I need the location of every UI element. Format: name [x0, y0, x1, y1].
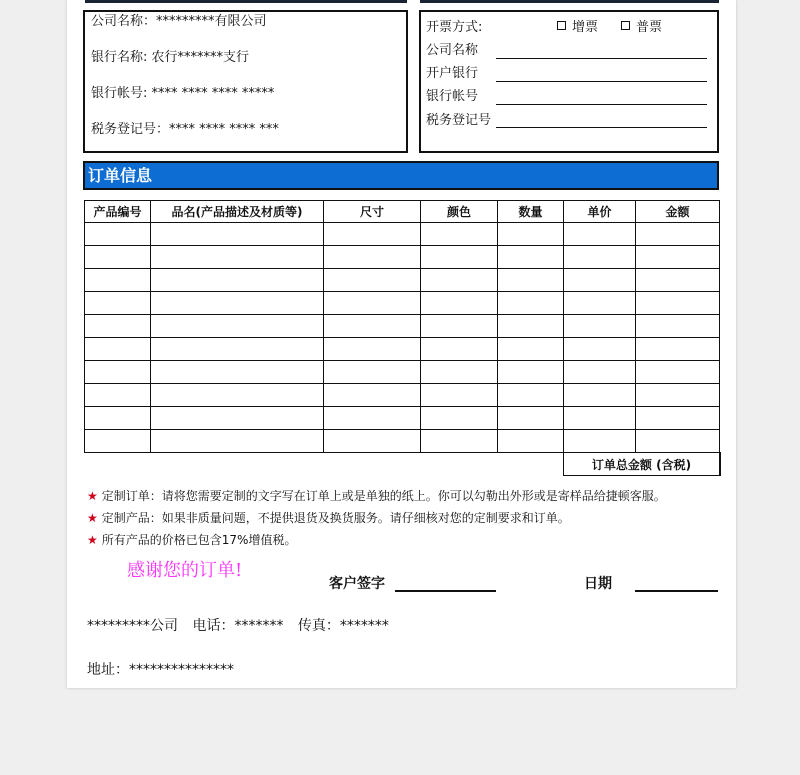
- date-field[interactable]: [635, 590, 718, 592]
- top-border-left: [85, 0, 407, 3]
- table-cell[interactable]: [151, 223, 324, 246]
- table-cell[interactable]: [151, 430, 324, 453]
- table-cell[interactable]: [421, 246, 498, 269]
- table-cell[interactable]: [498, 384, 564, 407]
- star-icon: ★: [87, 533, 98, 547]
- total-row: [85, 453, 721, 476]
- table-cell[interactable]: [151, 338, 324, 361]
- table-cell[interactable]: [85, 338, 151, 361]
- bank-name-row: 银行名称: 农行*******支行: [91, 50, 250, 65]
- header-size: 尺寸: [324, 201, 421, 223]
- table-row: [85, 246, 721, 269]
- header-unit-price: 单价: [564, 201, 636, 223]
- note-text: 所有产品的价格已包含17%增值税。: [101, 533, 297, 547]
- table-cell[interactable]: [636, 361, 720, 384]
- table-cell[interactable]: [151, 269, 324, 292]
- table-row: [85, 269, 721, 292]
- table-cell[interactable]: [498, 361, 564, 384]
- normal-invoice-option[interactable]: [621, 16, 662, 35]
- table-cell[interactable]: [324, 384, 421, 407]
- invoice-tax-field[interactable]: [496, 127, 707, 128]
- header-product-code: 产品编号: [85, 201, 151, 223]
- footer-phone: 电话：*******: [192, 618, 284, 634]
- table-row: [85, 223, 721, 246]
- total-spacer: [85, 453, 564, 476]
- table-cell[interactable]: [324, 246, 421, 269]
- invoice-type-label: 开票方式:: [426, 20, 483, 35]
- header-color: 颜色: [421, 201, 498, 223]
- table-cell[interactable]: [498, 338, 564, 361]
- table-cell[interactable]: [564, 315, 636, 338]
- order-table-body: [85, 223, 721, 476]
- table-cell[interactable]: [85, 361, 151, 384]
- table-cell[interactable]: [421, 315, 498, 338]
- table-cell[interactable]: [564, 384, 636, 407]
- table-cell[interactable]: [421, 338, 498, 361]
- date-label: 日期: [584, 576, 612, 592]
- invoice-bank-field[interactable]: [496, 81, 707, 82]
- vat-invoice-checkbox[interactable]: [557, 21, 566, 30]
- table-cell[interactable]: [324, 223, 421, 246]
- table-cell[interactable]: [85, 315, 151, 338]
- order-table: [84, 200, 721, 476]
- table-cell[interactable]: [421, 384, 498, 407]
- table-cell[interactable]: [636, 292, 720, 315]
- header-product-name: 品名(产品描述及材质等): [151, 201, 324, 223]
- table-cell[interactable]: [324, 338, 421, 361]
- star-icon: ★: [87, 489, 98, 503]
- table-cell[interactable]: [498, 223, 564, 246]
- note-item: [87, 531, 296, 548]
- contact-line: [87, 615, 389, 635]
- table-cell[interactable]: [85, 430, 151, 453]
- table-cell[interactable]: [498, 315, 564, 338]
- table-row: [85, 361, 721, 384]
- table-cell[interactable]: [421, 361, 498, 384]
- table-cell[interactable]: [498, 430, 564, 453]
- table-cell[interactable]: [636, 430, 720, 453]
- invoice-account-field[interactable]: [496, 104, 707, 105]
- footer-fax: 传真：*******: [297, 618, 389, 634]
- star-icon: ★: [87, 511, 98, 525]
- table-cell[interactable]: [421, 430, 498, 453]
- table-cell[interactable]: [151, 315, 324, 338]
- normal-invoice-label: 普票: [636, 20, 663, 35]
- table-cell[interactable]: [564, 361, 636, 384]
- table-cell[interactable]: [564, 292, 636, 315]
- note-text: 定制订单：请将您需要定制的文字写在订单上或是单独的纸上。你可以勾勒出外形或是寄样品给捷顿客服。: [101, 489, 666, 503]
- table-cell[interactable]: [498, 269, 564, 292]
- note-item: [87, 487, 666, 504]
- table-cell[interactable]: [498, 407, 564, 430]
- table-cell[interactable]: [324, 292, 421, 315]
- table-cell[interactable]: [564, 269, 636, 292]
- table-cell[interactable]: [564, 338, 636, 361]
- table-cell[interactable]: [498, 292, 564, 315]
- order-table-header: [85, 201, 721, 223]
- note-text: 定制产品：如果非质量问题，不提供退货及换货服务。请仔细核对您的定制要求和订单。: [101, 511, 570, 525]
- table-cell[interactable]: [151, 384, 324, 407]
- table-cell[interactable]: [564, 223, 636, 246]
- table-cell[interactable]: [421, 292, 498, 315]
- table-row: [85, 338, 721, 361]
- table-cell[interactable]: [85, 223, 151, 246]
- table-cell[interactable]: [151, 246, 324, 269]
- table-cell[interactable]: [564, 246, 636, 269]
- table-cell[interactable]: [151, 361, 324, 384]
- customer-signature-field[interactable]: [395, 590, 496, 592]
- total-amount-value[interactable]: [720, 453, 721, 476]
- table-cell[interactable]: [324, 430, 421, 453]
- note-item: [87, 509, 570, 526]
- vat-invoice-label: 增票: [572, 20, 599, 35]
- total-amount-label: 订单总金额 (含税): [564, 453, 720, 476]
- table-row: [85, 384, 721, 407]
- table-cell[interactable]: [636, 246, 720, 269]
- normal-invoice-checkbox[interactable]: [621, 21, 630, 30]
- table-cell[interactable]: [324, 361, 421, 384]
- table-cell[interactable]: [636, 384, 720, 407]
- table-row: [85, 315, 721, 338]
- invoice-bank-label: 开户银行: [426, 66, 479, 81]
- order-info-section-title: 订单信息: [83, 161, 719, 190]
- table-cell[interactable]: [636, 269, 720, 292]
- footer-company: *********公司: [87, 618, 178, 634]
- thanks-message: 感谢您的订单!: [127, 560, 243, 581]
- invoice-company-label: 公司名称: [426, 43, 479, 58]
- table-cell[interactable]: [636, 223, 720, 246]
- table-cell[interactable]: [85, 246, 151, 269]
- table-row: [85, 292, 721, 315]
- table-cell[interactable]: [324, 315, 421, 338]
- table-cell[interactable]: [421, 269, 498, 292]
- table-cell[interactable]: [636, 315, 720, 338]
- table-cell[interactable]: [498, 246, 564, 269]
- company-name-row: 公司名称：*********有限公司: [91, 14, 267, 29]
- customer-signature-label: 客户签字: [329, 576, 385, 592]
- footer-address: 地址：***************: [87, 662, 234, 678]
- table-row: [85, 407, 721, 430]
- table-row: [85, 430, 721, 453]
- invoice-tax-label: 税务登记号: [426, 113, 492, 128]
- table-cell[interactable]: [636, 407, 720, 430]
- table-cell[interactable]: [324, 407, 421, 430]
- table-cell[interactable]: [421, 223, 498, 246]
- table-cell[interactable]: [636, 338, 720, 361]
- header-quantity: 数量: [498, 201, 564, 223]
- invoice-company-field[interactable]: [496, 58, 707, 59]
- table-cell[interactable]: [324, 269, 421, 292]
- invoice-account-label: 银行帐号: [426, 89, 479, 104]
- vat-invoice-option[interactable]: [557, 16, 598, 35]
- table-cell[interactable]: [421, 407, 498, 430]
- table-cell[interactable]: [85, 269, 151, 292]
- tax-id-row: 税务登记号：**** **** **** ***: [91, 122, 279, 137]
- table-cell[interactable]: [564, 407, 636, 430]
- table-cell[interactable]: [85, 292, 151, 315]
- table-cell[interactable]: [564, 430, 636, 453]
- table-cell[interactable]: [151, 407, 324, 430]
- table-cell[interactable]: [85, 407, 151, 430]
- top-border-right: [420, 0, 719, 3]
- bank-account-row: 银行帐号: **** **** **** *****: [91, 86, 275, 101]
- table-cell[interactable]: [151, 292, 324, 315]
- header-amount: 金额: [636, 201, 720, 223]
- table-cell[interactable]: [85, 384, 151, 407]
